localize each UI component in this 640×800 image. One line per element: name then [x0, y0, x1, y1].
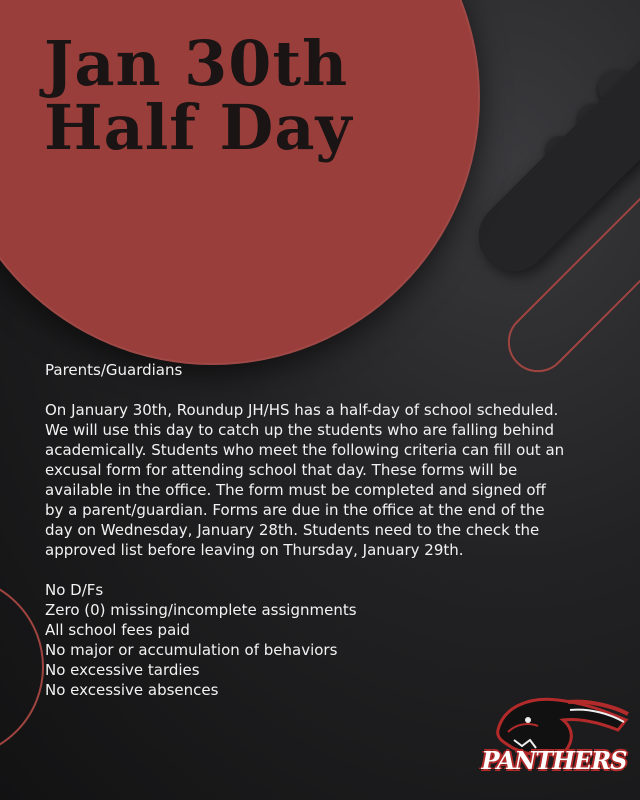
announcement-body — [45, 360, 565, 700]
criteria-item: No major or accumulation of behaviors — [45, 641, 338, 659]
title-line-1: Jan 30th — [44, 27, 349, 100]
criteria-item: No D/Fs — [45, 581, 104, 599]
criteria-list — [45, 580, 565, 700]
panthers-wordmark: PANTHERS — [481, 746, 627, 775]
criteria-item: All school fees paid — [45, 621, 190, 639]
panthers-logo — [478, 690, 630, 790]
announcement-paragraph: On January 30th, Roundup JH/HS has a half-day of school scheduled. We will use this day to catch up the students who are falling behind academically. Students who meet the following criteria can fill out an excusal form for attending school that day. These forms will be available in the office. The form must be completed and signed off by a parent/guardian. Forms are due in the office at the end of the day on Wednesday, January 28th. Students need to the check the approved list before leaving on Thursday, January 29th. — [45, 401, 565, 559]
criteria-item: No excessive absences — [45, 681, 219, 699]
page-title — [44, 27, 424, 164]
criteria-item: No excessive tardies — [45, 661, 200, 679]
title-line-2: Half Day — [44, 91, 353, 164]
criteria-item: Zero (0) missing/incomplete assignments — [45, 601, 357, 619]
greeting: Parents/Guardians — [45, 361, 183, 379]
